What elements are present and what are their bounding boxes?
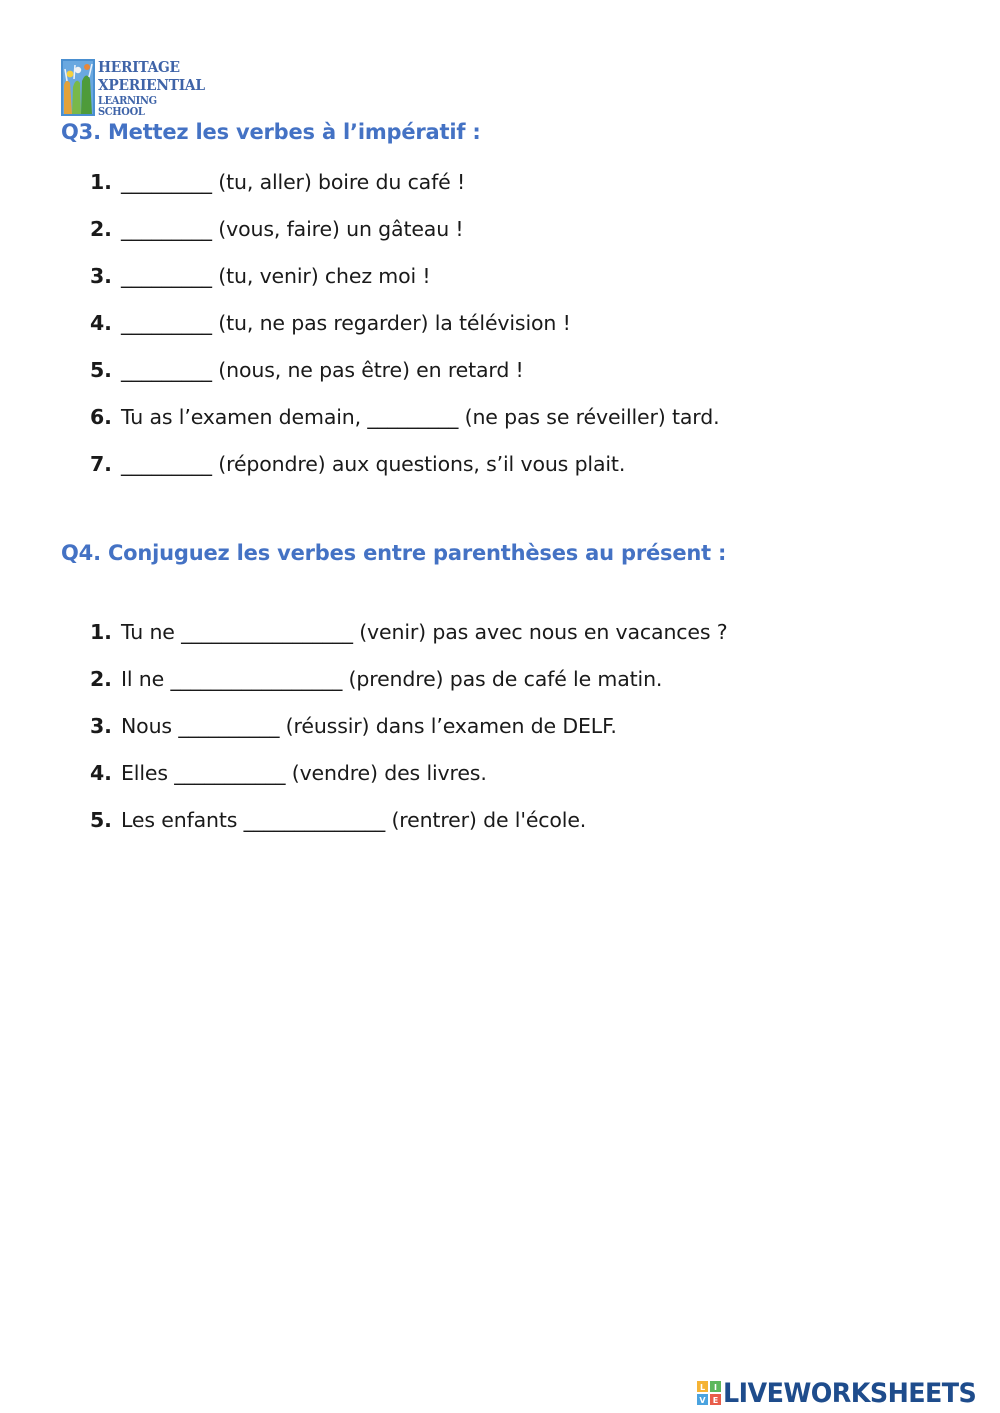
liveworksheets-brand[interactable] — [697, 1377, 992, 1409]
q3-item-number: 5. — [90, 358, 112, 382]
q3-item — [90, 168, 719, 215]
q3-item-number: 1. — [90, 170, 112, 194]
q3-item — [90, 356, 719, 403]
q3-item-number: 3. — [90, 264, 112, 288]
q3-item — [90, 262, 719, 309]
q3-item-number: 6. — [90, 405, 112, 429]
q3-item-text: _________ (tu, ne pas regarder) la télévision ! — [121, 311, 571, 335]
q4-item-number: 2. — [90, 667, 112, 691]
q4-item-number: 1. — [90, 620, 112, 644]
q4-item-number: 5. — [90, 808, 112, 832]
q4-item — [90, 665, 728, 712]
q3-item-text: _________ (tu, venir) chez moi ! — [121, 264, 431, 288]
q3-item — [90, 450, 719, 497]
q3-item-number: 2. — [90, 217, 112, 241]
q4-item-text: Nous __________ (réussir) dans l’examen de DELF. — [121, 714, 617, 738]
q4-item-number: 4. — [90, 761, 112, 785]
q3-item-number: 4. — [90, 311, 112, 335]
q3-item-text: Tu as l’examen demain, _________ (ne pas se réveiller) tard. — [121, 405, 720, 429]
q4-item — [90, 806, 728, 853]
school-logo-text — [98, 60, 214, 117]
logo-line-xperiential: XPERIENTIAL — [98, 76, 205, 94]
school-logo — [61, 59, 211, 117]
q4-item-number: 3. — [90, 714, 112, 738]
school-logo-icon — [61, 59, 95, 116]
q3-item-text: _________ (tu, aller) boire du café ! — [121, 170, 466, 194]
q4-item — [90, 618, 728, 665]
q4-item — [90, 712, 728, 759]
q4-item-text: Il ne _________________ (prendre) pas de café le matin. — [121, 667, 663, 691]
logo-line-learning-school: LEARNING SCHOOL — [98, 94, 157, 118]
q4-item — [90, 759, 728, 806]
q3-item-number: 7. — [90, 452, 112, 476]
q3-title: Q3. Mettez les verbes à l’impératif : — [61, 120, 481, 144]
svg-text:E: E — [712, 1396, 719, 1405]
svg-text:V: V — [699, 1396, 706, 1405]
q3-item — [90, 309, 719, 356]
q3-item — [90, 403, 719, 450]
svg-text:I: I — [714, 1383, 717, 1392]
logo-line-heritage: HERITAGE — [98, 58, 180, 76]
liveworksheets-brand-text: LIVEWORKSHEETS — [723, 1377, 977, 1409]
q3-item-text: _________ (vous, faire) un gâteau ! — [121, 217, 464, 241]
liveworksheets-logo-icon — [697, 1381, 721, 1405]
q3-item — [90, 215, 719, 262]
q4-item-text: Les enfants ______________ (rentrer) de l'école. — [121, 808, 587, 832]
q4-exercise-list — [90, 618, 728, 853]
svg-text:L: L — [699, 1383, 706, 1392]
q3-exercise-list — [90, 168, 719, 497]
q3-item-text: _________ (répondre) aux questions, s’il vous plait. — [121, 452, 626, 476]
q3-item-text: _________ (nous, ne pas être) en retard ! — [121, 358, 524, 382]
q4-title: Q4. Conjuguez les verbes entre parenthèses au présent : — [61, 541, 727, 565]
q4-item-text: Elles ___________ (vendre) des livres. — [121, 761, 487, 785]
q4-item-text: Tu ne _________________ (venir) pas avec nous en vacances ? — [121, 620, 728, 644]
